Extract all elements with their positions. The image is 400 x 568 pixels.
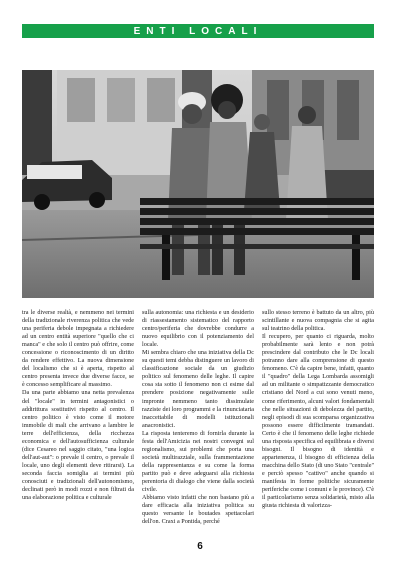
paragraph: tra le diverse realtà, e nemmeno nei termini della tradizionale riverenza politica che vede una periferia debole impegnata a richiedere ad un centro entità superiore "quello che ci manca" e che solo il centro può offrire, come concessione o riconoscimento di un diritto da rendere effettivo. La nuova dimensione del localismo che si è aperta, rispetto al centro presenta invece due diverse facce, se è concesso semplificare al massimo. — [22, 309, 134, 389]
paragraph: La risposta tenteremo di fornirla durante la festa dell'Amicizia nei nostri convegni sul regionalismo, sui problemi che porta una società multirazziale, sulla frammentazione della rappresentanza e su come la forma partito può e deve adeguarsi alla richiesta perentoria di dialogo che viene dalla società civile. — [142, 429, 254, 494]
paragraph: Da una parte abbiamo una netta prevalenza del "locale" in termini antagonistici o addirittura sostitutivi rispetto al centro. Il centro politico è visto come il motore immobile di mali che arrivano a lambire le terre dell'efficienza, della ricchezza economica e dell'autosufficienza culturale (dice Cesareo nel saggio citato, "una logica dell'aut-aut": o prevale il centro, o prevale il locale, uno degli elementi deve ritirarsi). La seconda faccia somiglia ai termini più conosciuti e tradizionali dell'autonomismo, declinati però in modi rozzi e non filtrati da una elaborazione politica e culturale — [22, 389, 134, 502]
column-1 — [22, 309, 134, 526]
column-3 — [262, 309, 374, 526]
page-number: 6 — [197, 541, 203, 552]
section-title: ENTI LOCALI — [133, 25, 263, 37]
paragraph: Il recupero, per quanto ci riguarda, molto probabilmente sarà lento e non potrà prescindere dal contributo che le Dc locali potranno dare alla comprensione di questo fenomeno. C'è da capire bene, infatti, quanto il "quadro" della Lega Lombarda assomigli ad un militante o simpatizzante democratico cristiano del Nord a cui sono venuti meno, come riferimento, alcuni valori fondamentali che nelle situazioni di debolezza del partito, negli episodi di sua scomparsa organizzativa possono essere difficilmente tramandati. Certo è che il fenomeno delle leghe richiede una risposta specifica ed equilibrata e diversi bisogni. Il bisogno di identità e appartenenza, il bisogno di efficienza della macchina dello Stato (di uno Stato "centrale" e perciò spesso "cattivo" anche quando si manifesta in forme politiche sicuramente periferiche come i comuni e le province). C'è il particolarismo senza solidarietà, misto alla giusta richiesta di valorizza- — [262, 333, 374, 510]
paragraph: sullo stesso terreno è battuto da un altro, più scintillante e nuova compagnia che si agita sul teatrino della politica. — [262, 309, 374, 333]
paragraph: sulla autonomia: una richiesta e un desiderio di riassestamento sistematico del rapporto centro/periferia che dovrebbe condurre a nuovo equilibrio con il potenziamento del locale. — [142, 309, 254, 349]
paragraph: Abbiamo visto infatti che non bastano più a dare efficacia alla iniziativa politica su questo versante le boutades spettacolari dell'on. Craxi a Pontida, perché — [142, 494, 254, 526]
paragraph: Mi sembra chiaro che una iniziativa della Dc su questi temi debba distinguere un lavoro di classificazione sociale da un giudizio politico sul fenomeno delle leghe. Il capire cosa sta sotto il fenomeno non ci esime dal prendere posizione negativamente sulle impronte nemmeno tanto dissimulate razziste dei loro programmi e la rinunciataria inaccettabile di modelli istituzionali anacronistici. — [142, 349, 254, 429]
column-2 — [142, 309, 254, 526]
street-photo — [22, 70, 374, 298]
section-header — [22, 24, 374, 38]
article-body — [22, 309, 374, 526]
